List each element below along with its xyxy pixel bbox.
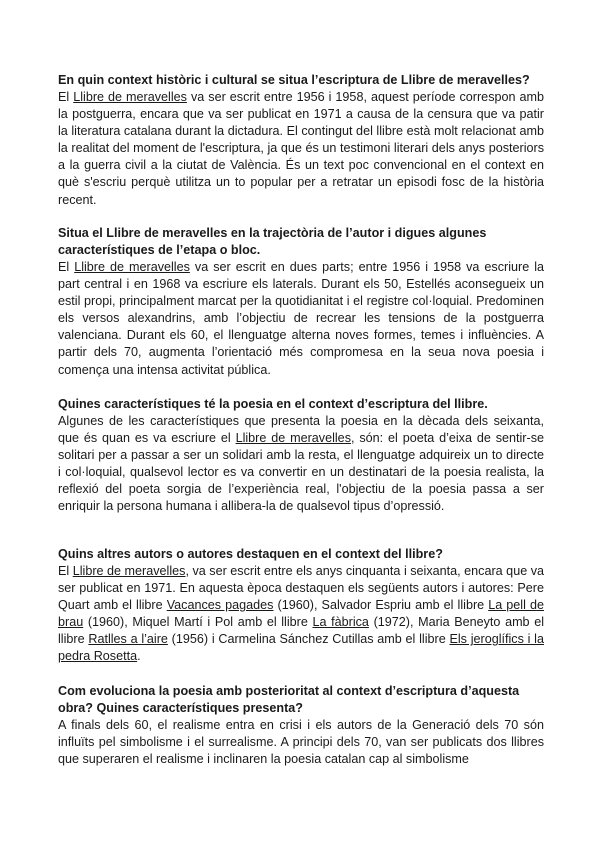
section-poetry-characteristics: [58, 396, 544, 516]
answer-paragraph: [58, 717, 544, 768]
answer-text: va ser escrit entre 1956 i 1958, aquest període correspon amb la postguerra, encara que va ser publicat en 1971 a causa de la censura que va patir la literatura catalana durant la dictadura. El contingut del llibre està molt relacionat amb la realitat del moment de l'escriptura, ja que és un testimoni literari dels anys posteriors a la guerra civil a la ciutat de València. És un text poc convencional en el context en què s'escriu perquè utilitza un to popular per a retratar un episodi fosc de la història recent.: [58, 90, 545, 207]
question-heading: Quins altres autors o autores destaquen en el context del llibre?: [58, 547, 443, 561]
section-historical-context: [58, 72, 544, 209]
answer-text: El: [58, 260, 75, 274]
answer-text: (1956) i Carmelina Sánchez Cutillas amb el llibre: [167, 632, 450, 647]
question-heading: En quin context històric i cultural se situa l’escriptura de Llibre de meravelles?: [58, 73, 530, 87]
book-title-link: Ratlles a l’aire: [88, 632, 168, 647]
section-poetry-evolution: [58, 683, 544, 768]
answer-text: .: [137, 649, 141, 664]
book-title-link: La pell de brau: [58, 598, 544, 630]
answer-text: , són: el poeta d’eixa de sentir-se solitari per a passar a ser un solidari amb la resta, el llenguatge adquireix un to directe i col·loquial, qualsevol lector es va convertir en un destinatari de la poesia realista, la reflexió del poeta sorgia de l’experiència real, l'objectiu de la poesia passa a ser enriquir la persona humana i allibera-la de qualsevol tipus d’opressió.: [58, 431, 544, 514]
book-title-link: Llibre de meravelles: [235, 431, 351, 446]
answer-text: (1960), Salvador Espriu amb el llibre: [273, 598, 489, 613]
book-title-link: Llibre de meravelles: [74, 260, 190, 274]
book-title-link: La fàbrica: [312, 615, 369, 630]
answer-paragraph: [58, 259, 544, 379]
answer-paragraph: [58, 563, 544, 666]
book-title-link: Vacances pagades: [166, 598, 274, 613]
answer-text: (1972), Maria Beneyto amb el llibre: [58, 615, 544, 647]
section-author-trajectory: [58, 225, 544, 379]
answer-text: (1960), Miquel Martí i Pol amb el llibre: [83, 615, 313, 630]
answer-paragraph: [58, 89, 544, 209]
question-heading: Quines característiques té la poesia en el context d’escriptura del llibre.: [58, 397, 488, 411]
answer-text: El: [58, 90, 74, 104]
answer-text: Algunes de les característiques que presenta la poesia en la dècada dels seixanta, que és quan es va escriure el: [58, 414, 544, 446]
question-heading: Com evoluciona la poesia amb posterioritat al context d’escriptura d’aquesta obra? Quines característiques presenta?: [58, 684, 520, 715]
answer-text: A finals dels 60, el realisme entra en crisi i els autors de la Generació dels 70 són influïts pel simbolisme i el surrealisme. A principi dels 70, van ser publicats dos llibres que superaren el realisme i inclinaren la poesia catalan cap al simbolisme: [58, 718, 544, 767]
answer-text: va ser escrit en dues parts; entre 1956 i 1958 va escriure la part central i en 1968 va escriure els laterals. Durant els 50, Estellés aconsegueix un estil propi, principalment marcat per la quotidianitat i el registre col·loquial. Predominen els versos alexandrins, amb l’objectiu de recrear les tensions de la postguerra valenciana. Durant els 60, el llenguatge alterna noves formes, temes i influències. A partir dels 70, augmenta l’orientació més compromesa en la seua nova poesia i comença una intensa activitat pública.: [58, 260, 544, 377]
section-other-authors: [58, 546, 544, 666]
answer-paragraph: [58, 413, 544, 516]
answer-text: El: [58, 564, 73, 578]
book-title-link: Llibre de meravelles: [72, 564, 186, 578]
book-title-link: Llibre de meravelles: [73, 90, 187, 104]
question-heading: Situa el Llibre de meravelles en la trajectòria de l’autor i digues algunes característiques de l’etapa o bloc.: [58, 226, 487, 257]
book-title-link: Els jeroglífics i la pedra Rosetta: [58, 632, 544, 664]
answer-text: , va ser escrit entre els anys cinquanta i seixanta, encara que va ser publicat en 1971. En aquesta època destaquen els següents autors i autores: Pere Quart amb el llibre: [58, 564, 545, 613]
